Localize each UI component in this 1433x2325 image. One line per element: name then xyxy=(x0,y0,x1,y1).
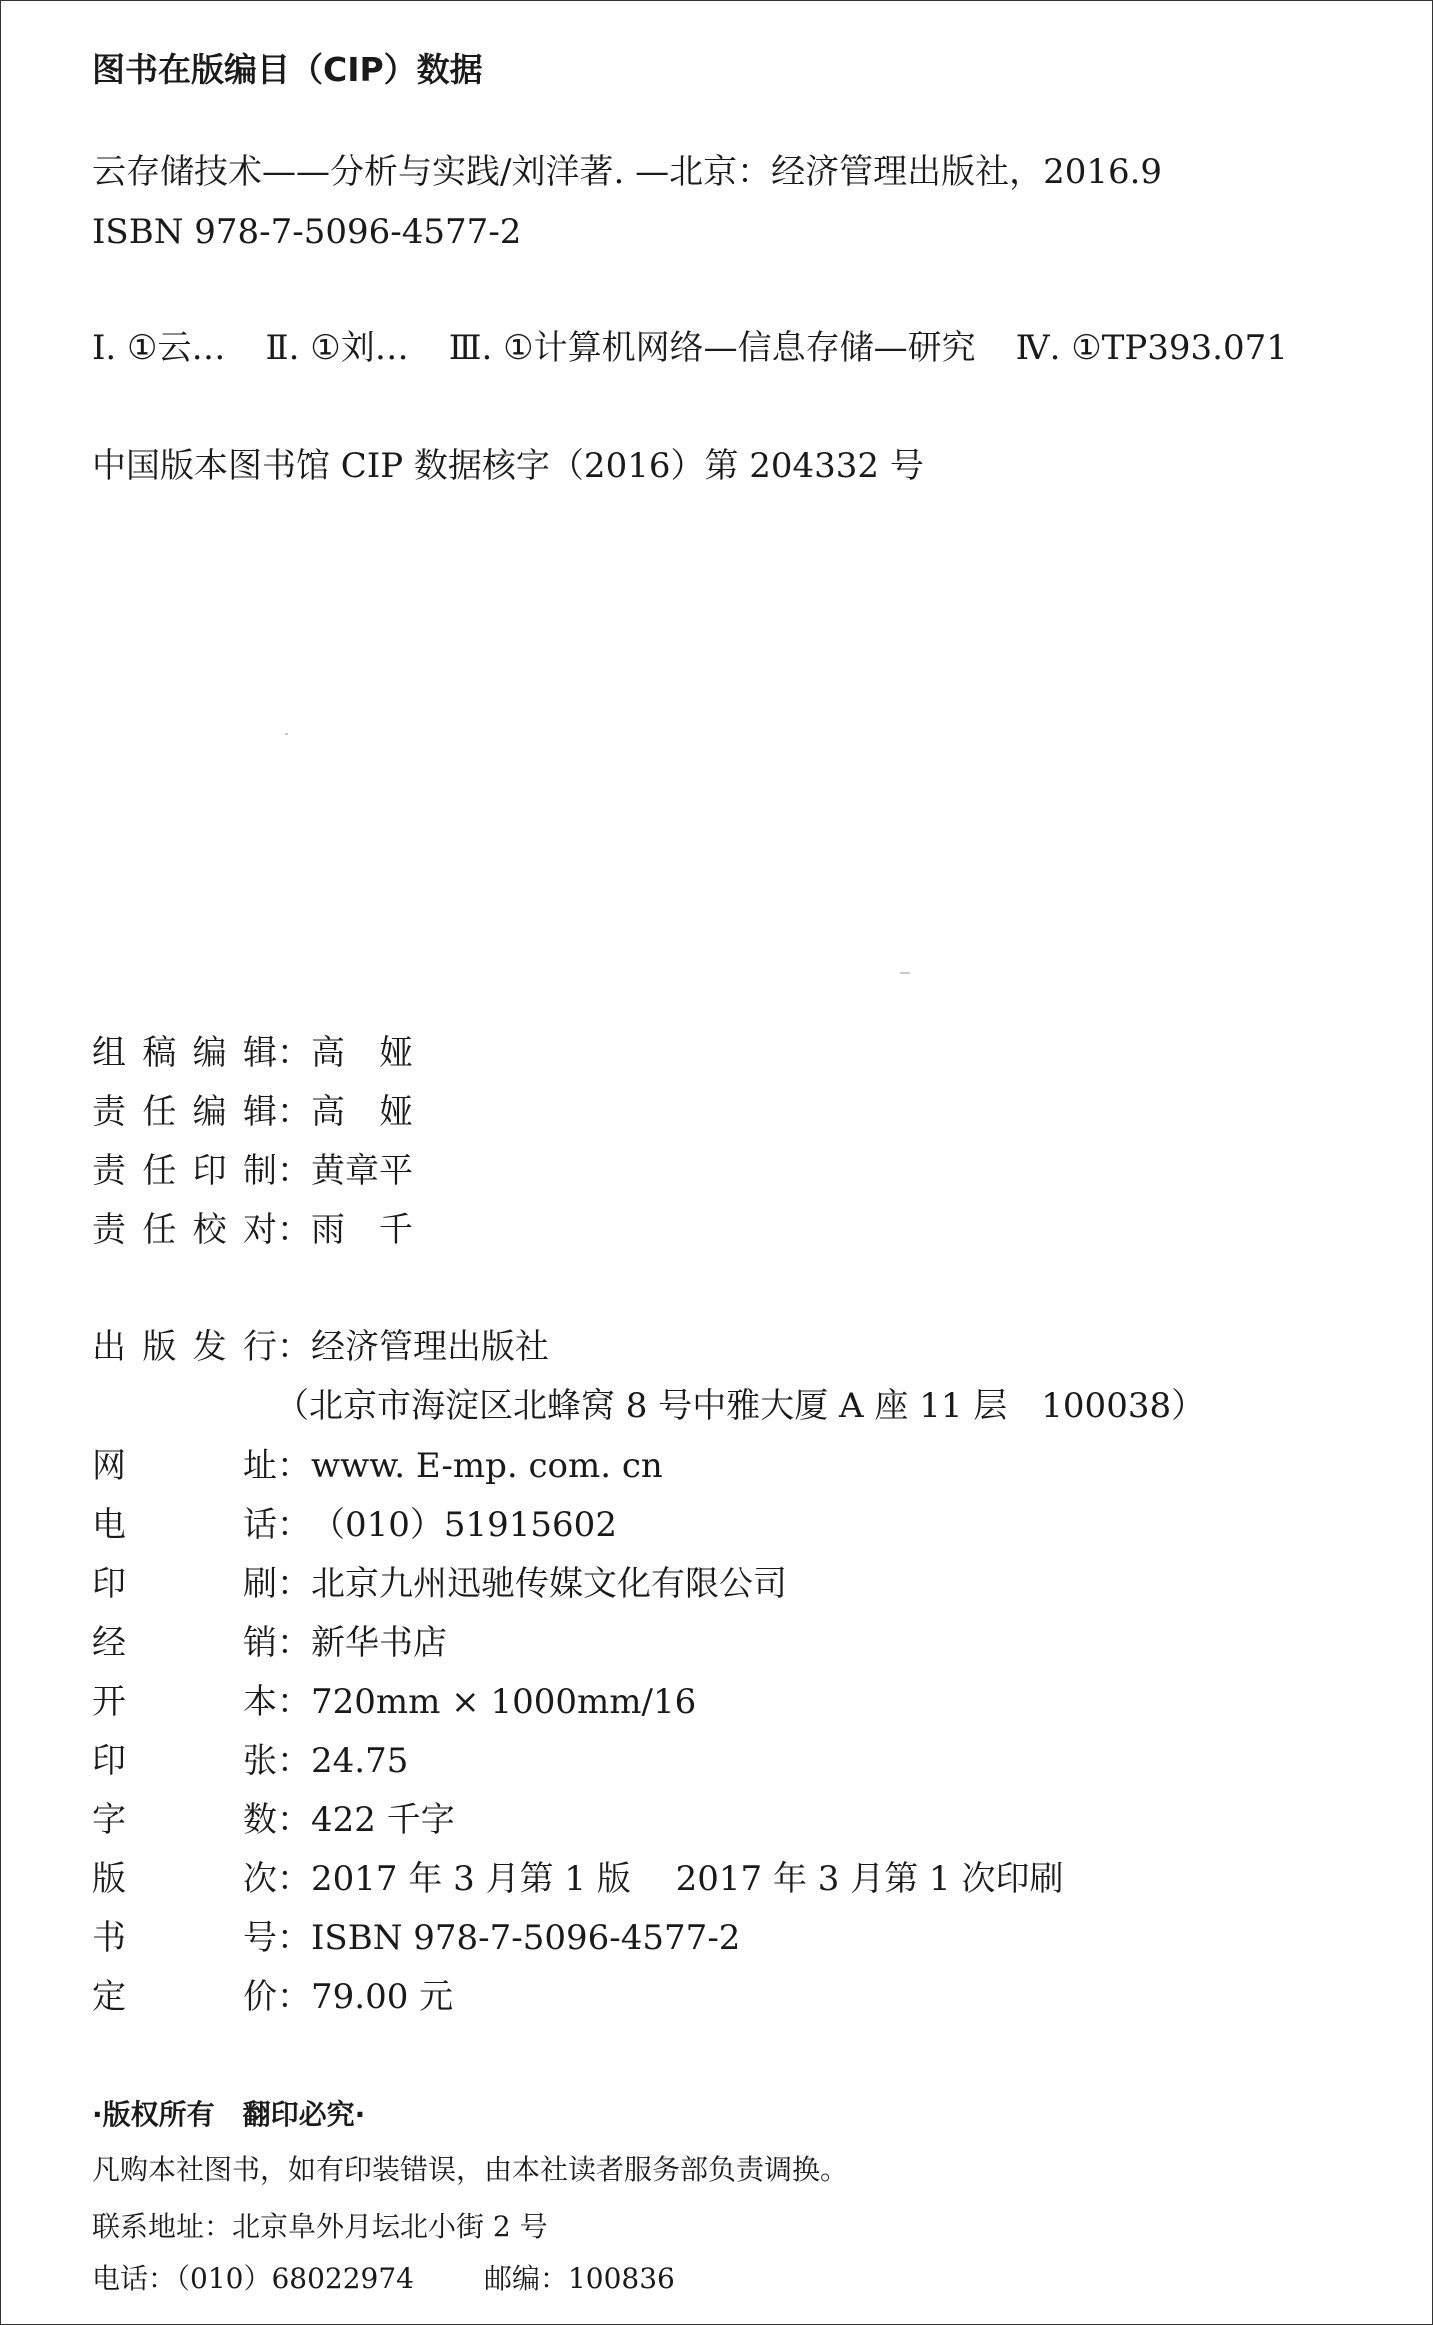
detail-row: 开 本：720mm × 1000mm/16 xyxy=(92,1682,697,1722)
contact-address: 联系地址：北京阜外月坛北小街 2 号 xyxy=(92,2210,548,2243)
detail-value: 北京九州迅驰传媒文化有限公司 xyxy=(311,1564,787,1604)
classification-part-1: Ⅰ. ①云… xyxy=(92,328,226,368)
editor-label: 责任校对 xyxy=(92,1210,277,1250)
editor-label: 组稿编辑 xyxy=(92,1033,277,1073)
editor-row: 责任印制：黄章平 xyxy=(92,1151,413,1191)
copyright-notice: ·版权所有 翻印必究· xyxy=(92,2098,366,2131)
detail-value: www. E-mp. com. cn xyxy=(311,1446,663,1486)
editor-label: 责任编辑 xyxy=(92,1092,277,1132)
detail-row: 版 次：2017 年 3 月第 1 版 2017 年 3 月第 1 次印刷 xyxy=(92,1859,1064,1899)
contact-postcode: 邮编：100836 xyxy=(483,2262,675,2295)
scan-speck xyxy=(285,733,288,735)
detail-label: 定 价 xyxy=(92,1977,277,2017)
cip-verification: 中国版本图书馆 CIP 数据核字（2016）第 204332 号 xyxy=(92,446,924,486)
detail-row: 印 张：24.75 xyxy=(92,1741,409,1781)
detail-value: ISBN 978-7-5096-4577-2 xyxy=(311,1918,741,1958)
detail-value: 2017 年 3 月第 1 版 2017 年 3 月第 1 次印刷 xyxy=(311,1859,1064,1899)
publisher-label: 出版发行 xyxy=(92,1327,277,1367)
detail-row: 定 价：79.00 元 xyxy=(92,1977,454,2017)
detail-label: 开 本 xyxy=(92,1682,277,1722)
detail-row: 印 刷：北京九州迅驰传媒文化有限公司 xyxy=(92,1564,787,1604)
cip-isbn-line: ISBN 978-7-5096-4577-2 xyxy=(92,212,522,252)
detail-label: 印 张 xyxy=(92,1741,277,1781)
cip-heading: 图书在版编目（CIP）数据 xyxy=(92,50,483,89)
detail-value: （010）51915602 xyxy=(311,1505,617,1545)
classification-part-3: Ⅲ. ①计算机网络—信息存储—研究 xyxy=(448,328,976,368)
detail-row: 字 数：422 千字 xyxy=(92,1800,455,1840)
editor-label: 责任印制 xyxy=(92,1151,277,1191)
contact-phone: 电话：（010）68022974 xyxy=(92,2262,414,2295)
detail-row: 电 话：（010）51915602 xyxy=(92,1505,617,1545)
detail-label: 字 数 xyxy=(92,1800,277,1840)
detail-label: 印 刷 xyxy=(92,1564,277,1604)
editor-row: 责任编辑：高 娅 xyxy=(92,1092,413,1132)
cip-title-line: 云存储技术——分析与实践/刘洋著. —北京：经济管理出版社，2016.9 xyxy=(92,152,1163,192)
detail-row: 经 销：新华书店 xyxy=(92,1623,447,1663)
editor-value: 高 娅 xyxy=(311,1033,413,1073)
detail-value: 422 千字 xyxy=(311,1800,455,1840)
detail-label: 经 销 xyxy=(92,1623,277,1663)
publisher-value: 经济管理出版社 xyxy=(311,1327,549,1367)
classification-part-2: Ⅱ. ①刘… xyxy=(265,328,409,368)
detail-value: 79.00 元 xyxy=(311,1977,454,2017)
cip-classification xyxy=(92,328,1288,368)
classification-part-4: Ⅳ. ①TP393.071 xyxy=(1015,328,1288,368)
editor-value: 黄章平 xyxy=(311,1151,413,1191)
detail-label: 版 次 xyxy=(92,1859,277,1899)
detail-label: 书 号 xyxy=(92,1918,277,1958)
scan-speck xyxy=(900,972,910,974)
editor-row: 组稿编辑：高 娅 xyxy=(92,1033,413,1073)
detail-value: 新华书店 xyxy=(311,1623,447,1663)
editor-value: 雨 千 xyxy=(311,1210,413,1250)
detail-label: 电 话 xyxy=(92,1505,277,1545)
detail-value: 24.75 xyxy=(311,1741,409,1781)
detail-value: 720mm × 1000mm/16 xyxy=(311,1682,697,1722)
editor-value: 高 娅 xyxy=(311,1092,413,1132)
detail-row: 网 址：www. E-mp. com. cn xyxy=(92,1446,663,1486)
exchange-notice: 凡购本社图书，如有印装错误，由本社读者服务部负责调换。 xyxy=(92,2153,849,2186)
editor-row: 责任校对：雨 千 xyxy=(92,1210,413,1250)
detail-label: 网 址 xyxy=(92,1446,277,1486)
contact-line xyxy=(92,2262,675,2296)
detail-row: 书 号：ISBN 978-7-5096-4577-2 xyxy=(92,1918,741,1958)
publisher-row: 出版发行：经济管理出版社 xyxy=(92,1327,549,1367)
publisher-address: （北京市海淀区北蜂窝 8 号中雅大厦 A 座 11 层 100038） xyxy=(275,1386,1206,1426)
